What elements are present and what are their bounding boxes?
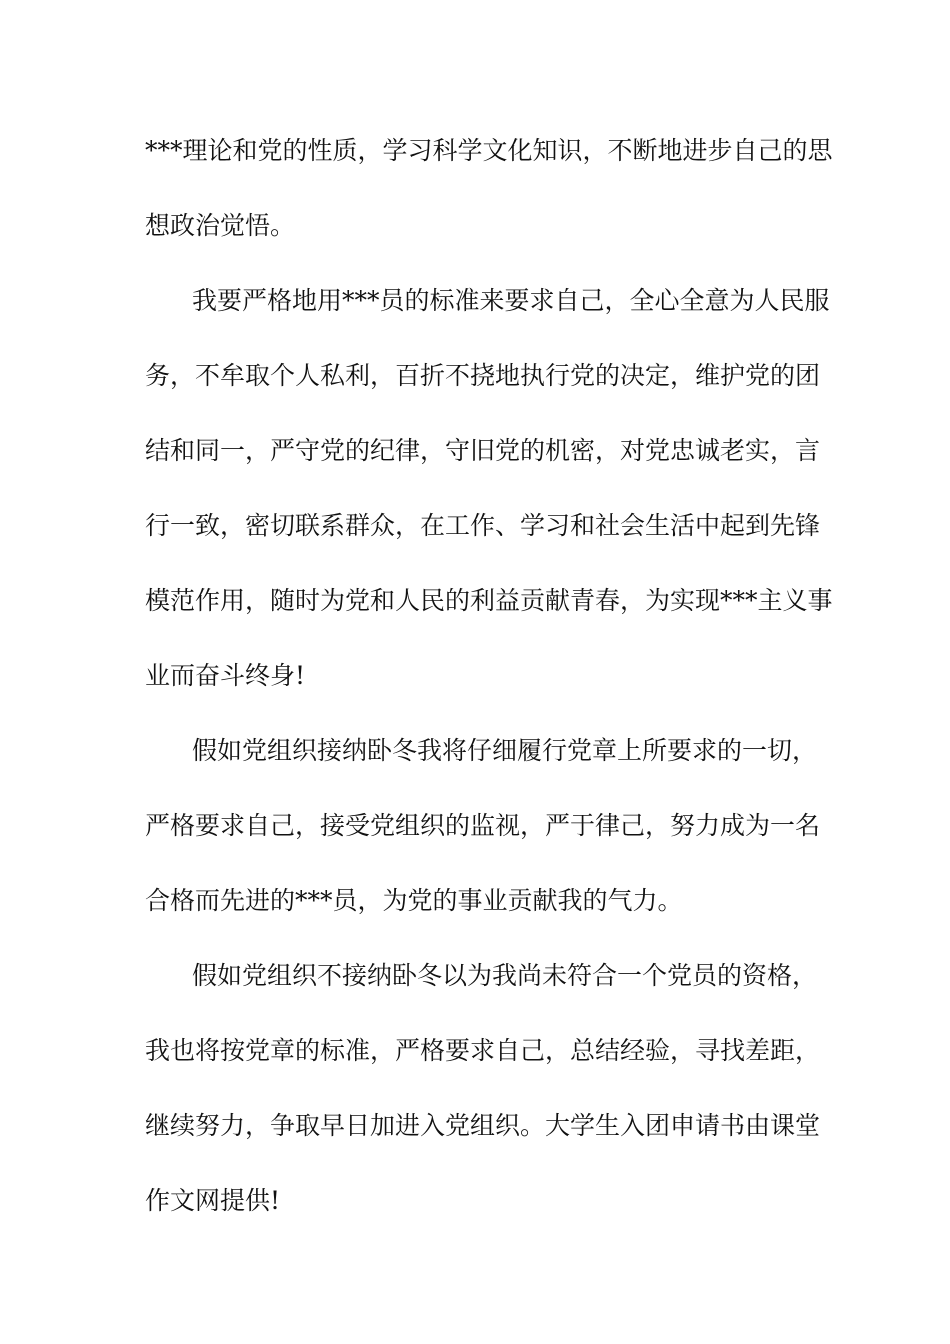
- text-line: [0, 581, 950, 621]
- text-line: [0, 1106, 950, 1146]
- text-line-content: 作文网提供!: [145, 1186, 281, 1215]
- text-line-content: 我要严格地用***员的标准来要求自己，全心全意为人民服: [192, 286, 830, 315]
- text-line-content: 结和同一，严守党的纪律，守旧党的机密，对党忠诚老实，言: [145, 436, 821, 465]
- text-line-content: 我也将按党章的标准，严格要求自己，总结经验，寻找差距，: [145, 1036, 821, 1065]
- text-line-content: 合格而先进的***员，为党的事业贡献我的气力。: [145, 886, 683, 915]
- text-line: [0, 806, 950, 846]
- text-line-content: 业而奋斗终身!: [145, 661, 306, 690]
- text-line-content: ***理论和党的性质，学习科学文化知识，不断地进步自己的思: [145, 136, 833, 165]
- text-line: [0, 656, 950, 696]
- text-line: [0, 206, 950, 246]
- text-line: [0, 1181, 950, 1221]
- text-line-content: 假如党组织不接纳卧冬以为我尚未符合一个党员的资格，: [192, 961, 818, 990]
- text-line: [0, 431, 950, 471]
- text-line-content: 想政治觉悟。: [145, 211, 296, 240]
- text-line-content: 继续努力，争取早日加进入党组织。大学生入团申请书由课堂: [145, 1111, 821, 1140]
- text-line-content: 严格要求自己，接受党组织的监视，严于律己，努力成为一名: [145, 811, 821, 840]
- text-line: [0, 731, 950, 771]
- text-line: [0, 956, 950, 996]
- text-line: [0, 1031, 950, 1071]
- text-line: [0, 356, 950, 396]
- text-line-content: 行一致，密切联系群众，在工作、学习和社会生活中起到先锋: [145, 511, 821, 540]
- text-line: [0, 881, 950, 921]
- text-line-content: 务，不牟取个人私利，百折不挠地执行党的决定，维护党的团: [145, 361, 821, 390]
- text-line-content: 假如党组织接纳卧冬我将仔细履行党章上所要求的一切，: [192, 736, 818, 765]
- text-line-content: 模范作用，随时为党和人民的利益贡献青春，为实现***主义事: [145, 586, 833, 615]
- text-line: [0, 281, 950, 321]
- text-line: [0, 131, 950, 171]
- text-line: [0, 506, 950, 546]
